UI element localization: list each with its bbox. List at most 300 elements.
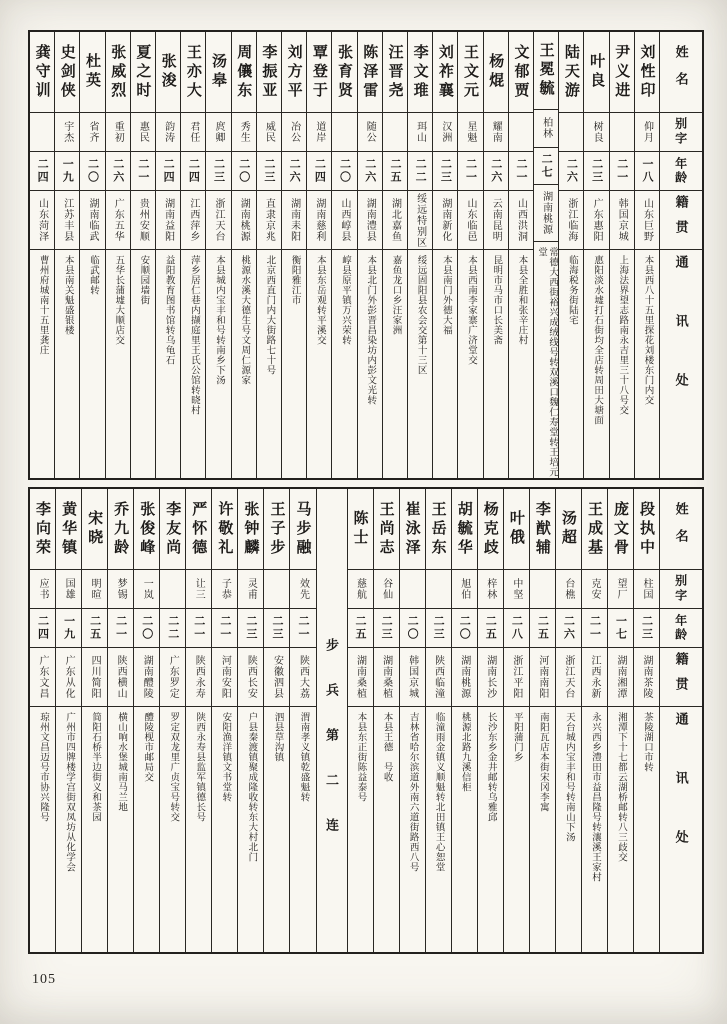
native-place-text: 湖南桑植 <box>380 655 392 699</box>
person-name-text: 乔九龄 <box>112 500 129 558</box>
address-text: 桃源水溪大德生号文周仁源家 <box>239 255 250 385</box>
age-value-text: 二一 <box>192 615 205 641</box>
address <box>608 707 633 952</box>
native-place <box>458 191 482 250</box>
courtesy-name-text: 慈航 <box>354 578 366 600</box>
address <box>582 707 607 952</box>
person-column <box>155 32 180 478</box>
courtesy-name-text: 让三 <box>193 578 205 600</box>
courtesy-name-text: 柱国 <box>641 578 653 600</box>
age-value <box>80 152 104 191</box>
age-value-text: 二六 <box>363 158 376 184</box>
courtesy-name-text: 汉洲 <box>439 121 451 143</box>
age-value <box>238 609 263 648</box>
age-value-text: 二一 <box>514 158 527 184</box>
age-value <box>504 609 529 648</box>
person-name <box>348 489 373 570</box>
address-text: 安阳渔洋镇文书堂转 <box>220 712 231 802</box>
age-value <box>400 609 425 648</box>
courtesy-name <box>634 570 659 609</box>
native-place-text: 湖南桃源 <box>238 198 250 242</box>
header-age-text: 年龄 <box>673 614 688 642</box>
person-name <box>426 489 451 570</box>
courtesy-name <box>186 570 211 609</box>
native-place-text: 广东文昌 <box>37 655 49 699</box>
header-name <box>660 489 702 570</box>
address-text: 临武邮转 <box>88 255 98 295</box>
age-value-text: 一八 <box>640 158 653 184</box>
age-value <box>55 152 79 191</box>
courtesy-name <box>530 570 555 609</box>
age-value-text: 一九 <box>61 158 74 184</box>
native-place-text: 浙江临海 <box>565 198 577 242</box>
native-place <box>509 191 533 250</box>
person-name <box>608 489 633 570</box>
courtesy-name <box>458 113 482 152</box>
native-place <box>433 191 457 250</box>
courtesy-name <box>400 570 425 609</box>
person-name <box>56 489 81 570</box>
native-place-text: 广东惠阳 <box>591 198 603 242</box>
age-value-text: 二三 <box>212 158 225 184</box>
native-place <box>534 185 558 242</box>
courtesy-name-text: 梦锡 <box>115 578 127 600</box>
age-value <box>433 152 457 191</box>
address <box>307 250 331 478</box>
native-place-text: 河南南阳 <box>536 655 548 699</box>
courtesy-name <box>282 113 306 152</box>
courtesy-name-text: 道岸 <box>313 121 325 143</box>
courtesy-name <box>534 110 558 148</box>
person-column <box>130 32 155 478</box>
address <box>534 242 558 478</box>
native-place <box>134 648 159 707</box>
address-text: 横山响水堡城南马兰地 <box>116 712 127 812</box>
person-column <box>30 32 54 478</box>
person-name-text: 崔泳泽 <box>403 500 420 558</box>
courtesy-name-text: 望厂 <box>615 578 626 600</box>
age-value-text: 二三 <box>432 615 445 641</box>
age-value-text: 二〇 <box>338 158 351 184</box>
person-column <box>457 32 482 478</box>
native-place-text: 广东五华 <box>112 198 124 242</box>
address <box>257 250 281 478</box>
address-text: 户县秦渡镇聚成隆收转东大村北门 <box>246 712 257 862</box>
age-value <box>56 609 81 648</box>
person-name-text: 周儴东 <box>235 43 252 101</box>
person-column <box>558 32 583 478</box>
native-place-text: 绥远特别区 <box>414 192 426 248</box>
person-name-text: 杨焜 <box>487 53 504 91</box>
courtesy-name-text: 仰月 <box>641 121 653 143</box>
address <box>106 250 130 478</box>
header-address <box>660 250 702 478</box>
person-column <box>634 32 659 478</box>
person-name <box>30 489 55 570</box>
courtesy-name-text: 耀南 <box>490 121 502 143</box>
person-column <box>281 32 306 478</box>
address <box>181 250 205 478</box>
courtesy-name <box>408 113 432 152</box>
person-name-text: 叶良 <box>588 53 605 91</box>
native-place <box>635 191 659 250</box>
courtesy-name-text: 灵甫 <box>245 578 257 600</box>
person-column <box>529 489 555 952</box>
age-value-text: 二六 <box>565 158 578 184</box>
address <box>332 250 356 478</box>
person-column <box>306 32 331 478</box>
address <box>156 250 180 478</box>
native-place <box>608 648 633 707</box>
age-value <box>134 609 159 648</box>
person-name <box>408 32 432 113</box>
address <box>264 707 289 952</box>
person-name-text: 马步融 <box>294 500 311 558</box>
person-name <box>290 489 315 570</box>
address <box>212 707 237 952</box>
address <box>282 250 306 478</box>
person-column <box>477 489 503 952</box>
courtesy-name <box>374 570 399 609</box>
person-name <box>584 32 608 113</box>
person-column <box>185 489 211 952</box>
native-place-text: 湖南桃源 <box>540 191 552 236</box>
native-place-text: 湖南益阳 <box>162 198 174 242</box>
header-courtesy-text: 别字 <box>673 117 688 147</box>
person-name <box>264 489 289 570</box>
person-name <box>106 32 130 113</box>
age-value-text: 二五 <box>484 615 497 641</box>
age-value <box>509 152 533 191</box>
native-place-text: 云南昆明 <box>490 198 502 242</box>
person-column <box>55 489 81 952</box>
age-value <box>484 152 508 191</box>
address <box>383 250 407 478</box>
person-name-text: 李文琟 <box>411 43 428 101</box>
person-name <box>206 32 230 113</box>
native-place-text: 山东巨野 <box>641 198 653 242</box>
native-place <box>504 648 529 707</box>
age-value <box>307 152 331 191</box>
address-text: 曹州府城南十五里龚庄 <box>37 255 48 355</box>
native-place <box>374 648 399 707</box>
person-name <box>358 32 382 113</box>
person-column <box>451 489 477 952</box>
person-column <box>81 489 107 952</box>
native-place <box>156 191 180 250</box>
age-value <box>358 152 382 191</box>
age-value-text: 二一 <box>136 158 149 184</box>
age-value-text: 二五 <box>388 158 401 184</box>
courtesy-name-text: 效先 <box>297 578 309 600</box>
courtesy-name <box>238 570 263 609</box>
person-name-text: 文郁贾 <box>512 43 529 101</box>
age-value-text: 二一 <box>588 615 601 641</box>
native-place-text: 湖南慈利 <box>313 198 325 242</box>
age-value-text: 二三 <box>262 158 275 184</box>
address-text: 五华长蒲墟大顺店交 <box>113 255 124 345</box>
address-text: 本县王德 号收 <box>381 712 392 782</box>
age-value <box>408 152 432 191</box>
header-courtesy <box>660 570 702 609</box>
person-name <box>484 32 508 113</box>
native-place <box>212 648 237 707</box>
age-value <box>156 152 180 191</box>
native-place-text: 陕西永寿 <box>193 655 205 699</box>
roster-table-top <box>28 30 704 480</box>
native-place-text: 河南安阳 <box>219 655 231 699</box>
age-value-text: 二一 <box>464 158 477 184</box>
address <box>348 707 373 952</box>
courtesy-name-text: 惠民 <box>137 121 149 143</box>
person-name <box>181 32 205 113</box>
courtesy-name <box>332 113 356 152</box>
address <box>80 250 104 478</box>
courtesy-name <box>426 570 451 609</box>
person-name-text: 严怀德 <box>190 500 207 558</box>
courtesy-name-text: 韵涛 <box>162 121 174 143</box>
person-name-text: 王亦大 <box>184 43 201 101</box>
native-place <box>556 648 581 707</box>
address-text: 上海法界望志路南永吉里三十八号交 <box>617 255 628 415</box>
native-place <box>186 648 211 707</box>
native-place <box>131 191 155 250</box>
courtesy-name <box>30 570 55 609</box>
address-text: 渭南孝义镇乾盛魁转 <box>298 712 309 802</box>
person-name-text: 李友尚 <box>164 500 181 558</box>
person-column <box>159 489 185 952</box>
courtesy-name-text: 星魁 <box>465 121 477 143</box>
person-column <box>483 32 508 478</box>
age-value-text: 二五 <box>88 615 101 641</box>
person-name-text: 胡毓华 <box>455 500 472 558</box>
native-place <box>290 648 315 707</box>
address <box>131 250 155 478</box>
person-name <box>610 32 634 113</box>
courtesy-name-text: 谷仙 <box>380 578 392 600</box>
address <box>206 250 230 478</box>
courtesy-name <box>584 113 608 152</box>
address <box>635 250 659 478</box>
address <box>82 707 107 952</box>
native-place-text: 江西萍乡 <box>187 198 199 242</box>
age-value <box>458 152 482 191</box>
address-text: 本县南关魁盛银楼 <box>62 255 73 335</box>
age-value-text: 二四 <box>187 158 200 184</box>
courtesy-name <box>307 113 331 152</box>
person-name-text: 张俊峰 <box>138 500 155 558</box>
courtesy-name-text: 省齐 <box>87 121 98 143</box>
native-place <box>108 648 133 707</box>
page-number: 105 <box>32 972 56 987</box>
address <box>433 250 457 478</box>
courtesy-name <box>82 570 107 609</box>
courtesy-name-text: 柏林 <box>540 117 552 140</box>
person-name <box>509 32 533 113</box>
person-name <box>332 32 356 113</box>
age-value-text: 二八 <box>510 615 523 641</box>
age-value-text: 二三 <box>590 158 603 184</box>
address-text: 嘉鱼龙口乡汪家洲 <box>390 255 401 335</box>
courtesy-name <box>433 113 457 152</box>
courtesy-name <box>484 113 508 152</box>
person-column <box>237 489 263 952</box>
person-column <box>508 32 533 478</box>
person-column <box>231 32 256 478</box>
address <box>426 707 451 952</box>
person-name <box>635 32 659 113</box>
address <box>559 250 583 478</box>
address-text: 陕西永寿县监军镇德长号 <box>194 712 205 822</box>
native-place <box>358 191 382 250</box>
courtesy-name <box>348 570 373 609</box>
age-value <box>30 609 55 648</box>
person-name <box>212 489 237 570</box>
age-value <box>634 609 659 648</box>
person-name-text: 陈泽雷 <box>361 43 378 101</box>
courtesy-name-text: 明暄 <box>89 578 101 600</box>
courtesy-name-text: 重初 <box>112 121 124 143</box>
age-value-text: 二〇 <box>86 158 99 184</box>
courtesy-name <box>106 113 130 152</box>
age-value <box>186 609 211 648</box>
person-column <box>263 489 289 952</box>
person-name-text: 王岳东 <box>429 500 446 558</box>
age-value-text: 二〇 <box>458 615 471 641</box>
native-place <box>55 191 79 250</box>
age-value <box>534 148 558 186</box>
person-name <box>530 489 555 570</box>
person-name <box>433 32 457 113</box>
person-column <box>79 32 104 478</box>
person-name <box>307 32 331 113</box>
native-place <box>383 191 407 250</box>
age-value-text: 二四 <box>313 158 326 184</box>
native-place-text: 浙江平阳 <box>510 655 522 699</box>
native-place-text: 湖南湘潭 <box>615 655 626 699</box>
courtesy-name <box>559 113 583 152</box>
address-text: 简阳石桥半边街义和茶园 <box>90 712 101 822</box>
courtesy-name <box>290 570 315 609</box>
courtesy-name <box>134 570 159 609</box>
age-value <box>426 609 451 648</box>
person-column <box>105 32 130 478</box>
age-value-text: 二〇 <box>237 158 250 184</box>
age-value <box>348 609 373 648</box>
address <box>610 250 634 478</box>
courtesy-name <box>556 570 581 609</box>
courtesy-name <box>206 113 230 152</box>
person-name-text: 张威烈 <box>109 43 126 101</box>
native-place <box>238 648 263 707</box>
person-name <box>186 489 211 570</box>
person-column <box>347 489 373 952</box>
courtesy-name <box>383 113 407 152</box>
courtesy-name <box>509 113 533 152</box>
address <box>509 250 533 478</box>
person-column <box>503 489 529 952</box>
address-text: 崞县原平镇万兴荣转 <box>340 255 351 345</box>
courtesy-name <box>181 113 205 152</box>
person-name-text: 汪晋尧 <box>386 43 403 101</box>
address-text: 桃源北路九溪信柜 <box>459 712 470 792</box>
person-name <box>30 32 54 113</box>
age-value-text: 二三 <box>439 158 452 184</box>
courtesy-name <box>610 113 634 152</box>
age-value <box>257 152 281 191</box>
person-column <box>205 32 230 478</box>
address <box>56 707 81 952</box>
age-value <box>264 609 289 648</box>
native-place <box>610 191 634 250</box>
native-place-text: 山西崞县 <box>339 198 351 242</box>
person-name-text: 覃登于 <box>310 43 327 101</box>
courtesy-name <box>358 113 382 152</box>
person-name <box>559 32 583 113</box>
person-name <box>534 32 558 110</box>
person-name-text: 段执中 <box>638 500 655 558</box>
age-value <box>584 152 608 191</box>
courtesy-name <box>635 113 659 152</box>
header-origin <box>660 648 702 707</box>
age-value-text: 二五 <box>354 615 367 641</box>
courtesy-name <box>160 570 185 609</box>
age-value-text: 二三 <box>270 615 283 641</box>
header-origin-text: 籍贯 <box>673 195 689 245</box>
address <box>556 707 581 952</box>
person-name-text: 王子步 <box>268 500 285 558</box>
age-value <box>108 609 133 648</box>
person-name-text: 汤皋 <box>210 53 227 91</box>
native-place <box>408 191 432 250</box>
person-name <box>383 32 407 113</box>
person-name-text: 叶俄 <box>507 510 524 548</box>
address-text: 南阳瓦店本街宋冈李寓 <box>537 712 548 812</box>
person-name-text: 王文元 <box>462 43 479 101</box>
native-place <box>56 648 81 707</box>
person-name-text: 李猷辅 <box>533 500 550 558</box>
courtesy-name-text: 威民 <box>263 121 275 143</box>
native-place <box>530 648 555 707</box>
age-value-text: 二一 <box>296 615 309 641</box>
person-name <box>556 489 581 570</box>
person-column <box>331 32 356 478</box>
address <box>232 250 256 478</box>
address <box>484 250 508 478</box>
courtesy-name <box>55 113 79 152</box>
person-column <box>633 489 659 952</box>
person-name-text: 陆天游 <box>562 43 579 101</box>
courtesy-name <box>582 570 607 609</box>
age-value-text: 二三 <box>244 615 257 641</box>
address-text: 衡阳雅江市 <box>289 255 300 305</box>
person-name <box>458 32 482 113</box>
person-column <box>399 489 425 952</box>
age-value-text: 二五 <box>536 615 549 641</box>
native-place <box>634 648 659 707</box>
address-text: 本县西南李家寨广济堂交 <box>466 255 477 365</box>
header-name <box>660 32 702 113</box>
person-name-text: 汤超 <box>559 510 576 548</box>
person-name-text: 刘祚襄 <box>436 43 453 101</box>
age-value <box>206 152 230 191</box>
address-text: 广州市四牌楼学宫街双凤坊从化学会 <box>64 712 75 872</box>
address-text: 北京西直门内大街路七十号 <box>264 255 275 375</box>
native-place <box>348 648 373 707</box>
age-value <box>478 609 503 648</box>
header-address-text: 通讯处 <box>673 255 689 432</box>
header-courtesy <box>660 113 702 152</box>
